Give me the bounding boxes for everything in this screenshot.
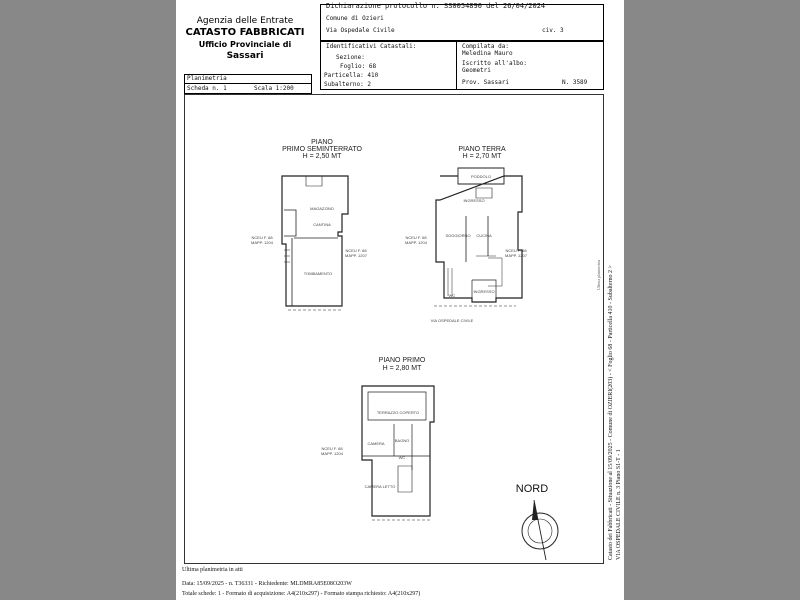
terra-street-label: VIA OSPEDALE CIVILE [430, 318, 474, 323]
iscrizione-numero: N. 3589 [562, 79, 588, 86]
primo-room-bagno: BAGNO [394, 438, 410, 443]
foglio: Foglio: 68 [340, 63, 377, 70]
semi-room-tombamento: TOMBAMENTO [303, 271, 333, 276]
right-page-margin [624, 0, 800, 600]
ufficio-provincia: Sassari [226, 51, 264, 61]
terra-room-cucina: CUCINA [476, 233, 492, 238]
left-page-margin [0, 0, 176, 600]
subalterno: Subalterno: 2 [324, 81, 371, 88]
semi-title-1: PIANO [311, 139, 333, 146]
iscritto-label: Iscritto all'albo: [462, 60, 528, 67]
ufficio-label: Ufficio Provinciale di [198, 40, 292, 49]
terra-right-label-2: MAPP. 1207 [505, 253, 527, 258]
footer-data: Data: 15/09/2025 - n. T36331 - Richiedente: MLDMRA85E08O203W [182, 581, 352, 587]
address-street: Via Ospedale Civile [326, 27, 395, 34]
north-arrow [516, 483, 558, 560]
declaration-protocol: Dichiarazione protocollo n. SS0054890 del 26/04/2024 [326, 2, 546, 10]
catasto-title: CATASTO FABBRICATI [185, 27, 305, 38]
primo-left-label-1: NCEU F. 68 [321, 446, 343, 451]
terra-room-poddolo: PODDOLO [470, 174, 492, 179]
scale: Scala 1:200 [254, 85, 294, 92]
primo-room-terrazzo: TERRAZZO COPERTO [376, 410, 420, 415]
vertical-stamp: Ultima planimetria [596, 259, 601, 290]
semi-right-label-2: MAPP. 1207 [345, 253, 367, 258]
primo-height: H = 2,80 MT [382, 365, 422, 372]
semi-title-2: PRIMO SEMINTERRATO [282, 146, 362, 153]
planimetria-label: Planimetria [187, 75, 227, 82]
primo-room-camera: CAMERA [367, 441, 385, 446]
particella: Particella: 410 [324, 72, 379, 79]
terra-left-label-1: NCEU F. 68 [405, 235, 427, 240]
terra-room-ingresso-2: INGRESSO [473, 289, 495, 294]
primo-title: PIANO PRIMO [378, 357, 426, 364]
primo-room-camera-letto: CAMERA LETTO [364, 484, 396, 489]
vertical-address-line: VIA OSPEDALE CIVILE n. 3 Piano S1-T - 1 [616, 449, 622, 560]
primo-left-label-2: MAPP. 1204 [321, 451, 343, 456]
provincia: Prov. Sassari [462, 79, 509, 86]
semi-room-cantina: CANTINA [313, 222, 331, 227]
cadastral-plan-sheet [176, 0, 624, 600]
primo-room-wc: WC [398, 455, 406, 460]
iscritto-valore: Geometri [462, 67, 491, 74]
plan-primo [362, 386, 434, 520]
terra-left-label-2: MAPP. 1204 [405, 240, 427, 245]
scheda-number: Scheda n. 1 [187, 85, 227, 92]
terra-title: PIANO TERRA [458, 146, 506, 153]
agency-name: Agenzia delle Entrate [196, 16, 294, 26]
compilata-nome: Meledina Mauro [462, 50, 513, 57]
terra-height: H = 2,70 MT [462, 153, 502, 160]
terra-room-ingresso: INGRESSO [463, 198, 485, 203]
nord-label: NORD [515, 483, 549, 495]
vertical-catasto-line: Catasto dei Fabbricati - Situazione al 15/09/2025 - Comune di OZIERI(203) - < Foglio 68 - Particella 410 - Subalterno 2 > [608, 265, 614, 560]
terra-room-wc: WC [448, 293, 456, 298]
semi-left-label-2: MAPP. 1204 [251, 240, 273, 245]
semi-left-label-1: NCEU F. 68 [251, 235, 273, 240]
compilata-label: Compilata da: [462, 43, 509, 50]
semi-right-label-1: NCEU F. 68 [345, 248, 367, 253]
terra-right-label-1: NCEU F. 68 [505, 248, 527, 253]
sezione: Sezione: [336, 54, 365, 61]
address-civic: civ. 3 [542, 27, 564, 34]
footer-schede: Totale schede: 1 - Formato di acquisizione: A4(210x297) - Formato stampa richiesto: A4(210x297) [182, 591, 421, 597]
terra-room-soggiorno: SOGGIORNO [445, 233, 471, 238]
comune: Comune di Ozieri [326, 15, 384, 22]
plan-seminterrato [282, 176, 348, 310]
semi-height: H = 2,50 MT [302, 153, 342, 160]
identificativi-label: Identificativi Catastali: [326, 43, 417, 50]
semi-room-magazzino: MAGAZZINO [310, 206, 334, 211]
footer-ultima: Ultima planimetria in atti [182, 567, 243, 573]
floor-plans-drawing [176, 0, 624, 600]
